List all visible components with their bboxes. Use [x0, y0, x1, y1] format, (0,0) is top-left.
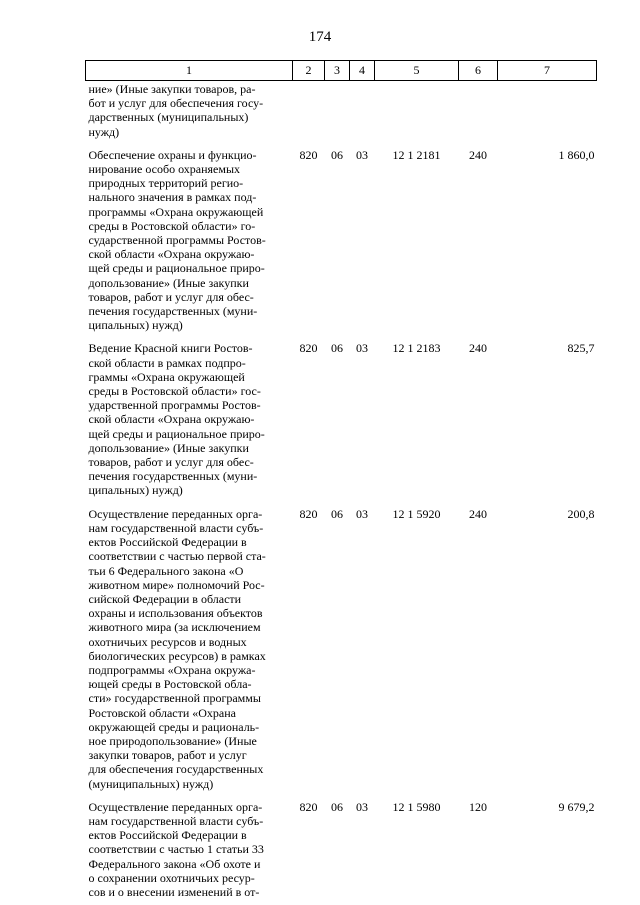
row-pr: 03 [356, 799, 368, 814]
row-csr [375, 81, 459, 139]
row-name: Осуществление переданных орга- нам государственной власти субъ- ектов Российской Федерации в соответствии с частью 1 статьи 33 Федерального закона «Об охоте и о сохранении охотничьих ресур- сов и о внесении изменений в от- [88, 799, 264, 899]
column-header-ved: 2 [293, 61, 325, 81]
row-sum [498, 81, 597, 139]
header-row [86, 61, 597, 81]
table-row [86, 81, 597, 139]
column-header-vr: 6 [459, 61, 498, 81]
row-sum: 825,7 [567, 341, 595, 356]
row-csr: 12 1 5980 [392, 799, 441, 814]
row-csr: 12 1 2181 [392, 147, 441, 162]
column-header-csr: 5 [375, 61, 459, 81]
row-pr: 03 [356, 341, 368, 356]
table-row [86, 797, 597, 899]
row-rz: 06 [331, 147, 343, 162]
budget-table [85, 60, 597, 899]
row-name: Осуществление переданных орга- нам государственной власти субъ- ектов Российской Федерации в соответствии с частью первой ста- тьи 6 Федерального закона «О животном мире» полномочий Рос- сийской Федерации в области охраны и использования объектов животного мира (за исключением охотничьих ресурсов и водных биологических ресурсов) в рамках подпрограммы «Охрана окружа- ющей среды в Ростовской обла- сти» государственной программы Ростовской области «Охрана окружающей среды и рациональ- ное природопользование» (Иные закупки товаров, работ и услуг для обеспечения государственных (муниципальных) нужд) [88, 506, 266, 791]
table-header [86, 61, 597, 81]
row-ved: 820 [299, 799, 318, 814]
row-ved: 820 [299, 506, 318, 521]
row-ved [293, 81, 325, 139]
row-name: ние» (Иные закупки товаров, ра- бот и услуг для обеспечения госу- дарственных (муниципальных) нужд) [88, 82, 264, 139]
row-vr [459, 81, 498, 139]
row-pr [350, 81, 375, 139]
row-sum: 1 860,0 [558, 147, 595, 162]
row-csr: 12 1 5920 [392, 506, 441, 521]
page-number: 174 [308, 29, 332, 45]
row-vr: 120 [469, 799, 487, 814]
table-row [86, 338, 597, 497]
column-header-rz: 3 [325, 61, 350, 81]
row-vr: 240 [469, 341, 487, 356]
row-sum: 9 679,2 [558, 799, 595, 814]
row-sum: 200,8 [567, 506, 595, 521]
column-header-name: 1 [86, 61, 293, 81]
column-header-pr: 4 [350, 61, 375, 81]
row-name: Обеспечение охраны и функцио- нирование особо охраняемых природных территорий регио- нального значения в рамках под- программы «Охрана окружающей среды в Ростовской области» го- сударственной программы Ростов- ской области «Охрана окружаю- щей среды и рациональное приро- допользование» (Иные закупки товаров, работ и услуг для обес- печения государственных (муни- ципальных) нужд) [88, 147, 266, 333]
row-rz: 06 [331, 506, 343, 521]
column-header-sum: 7 [498, 61, 597, 81]
row-pr: 03 [356, 506, 368, 521]
row-vr: 240 [469, 147, 487, 162]
row-ved: 820 [299, 341, 318, 356]
row-rz: 06 [331, 799, 343, 814]
row-name: Ведение Красной книги Ростов- ской области в рамках подпро- граммы «Охрана окружающей среды в Ростовской области» гос- ударственной программы Ростов- ской области «Охрана окружаю- щей среды и рациональное приро- допользование» (Иные закупки товаров, работ и услуг для обес- печения государственных (муни- ципальных) нужд) [88, 341, 265, 498]
table-row [86, 504, 597, 791]
row-rz [325, 81, 350, 139]
row-ved: 820 [299, 147, 318, 162]
table-row [86, 145, 597, 333]
row-pr: 03 [356, 147, 368, 162]
row-csr: 12 1 2183 [392, 341, 441, 356]
row-rz: 06 [331, 341, 343, 356]
table-body [86, 81, 597, 900]
row-vr: 240 [469, 506, 487, 521]
